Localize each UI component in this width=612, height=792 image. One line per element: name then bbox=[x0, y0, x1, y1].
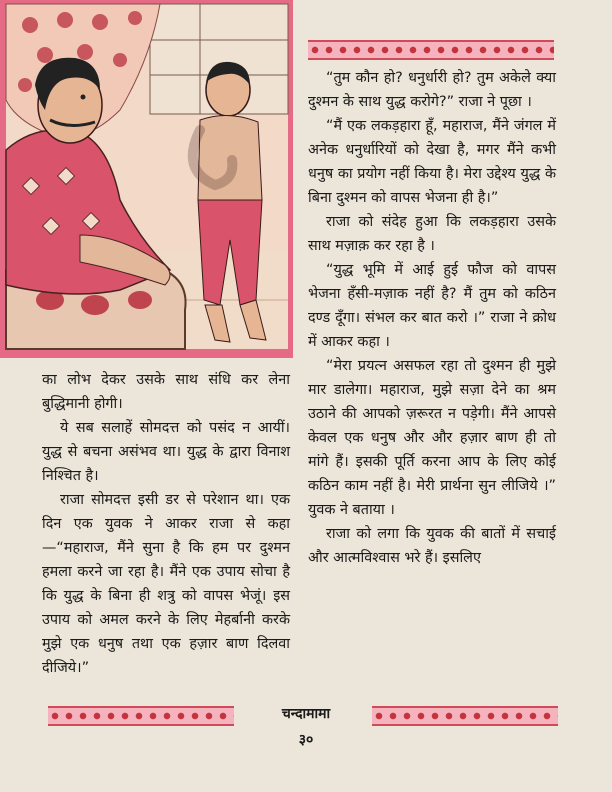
paragraph: “तुम कौन हो? धनुर्धारी हो? तुम अकेले क्या दुश्मन के साथ युद्ध करोगे?” राजा ने पूछा । bbox=[308, 70, 556, 110]
story-illustration bbox=[0, 0, 293, 358]
paragraph: “युद्ध भूमि में आई हुई फौज को वापस भेजना हँसी-मज़ाक नहीं है? मैं तुम को कठिन दण्ड दूँगा। संभल कर बात करो ।” राजा ने क्रोध में आकर कहा । bbox=[308, 262, 556, 350]
paragraph: “मेरा प्रयत्न असफल रहा तो दुश्मन ही मुझे मार डालेगा। महाराज, मुझे सज़ा देने का श्रम उठाने की आपको ज़रूरत न पड़ेगी। मैंने आपसे केवल एक धनुष और और हज़ार बाण ही तो मांगे हैं। इसकी पूर्ति करना आप के लिए कोई कठिन काम नहीं है। मेरी प्रार्थना सुन लीजिये ।” युवक ने बताया । bbox=[308, 358, 556, 518]
left-text-column bbox=[42, 368, 290, 680]
paragraph: राजा को लगा कि युवक की बातों में सचाई और आत्मविश्वास भरे हैं। इसलिए bbox=[308, 526, 556, 566]
paragraph: ये सब सलाहें सोमदत्त को पसंद न आयीं। युद्ध से बचना असंभव था। युद्ध के द्वारा विनाश निश्चित है। bbox=[42, 420, 290, 484]
right-text-column bbox=[308, 66, 556, 570]
decorative-border-bottom-left bbox=[48, 706, 234, 726]
king-and-woodcutter-illustration-icon bbox=[0, 0, 293, 358]
decorative-border-top bbox=[308, 40, 554, 60]
page-number: ३० bbox=[298, 732, 314, 748]
paragraph: का लोभ देकर उसके साथ संधि कर लेना बुद्धिमानी होगी। bbox=[42, 372, 290, 412]
decorative-border-bottom-right bbox=[372, 706, 558, 726]
paragraph: राजा सोमदत्त इसी डर से परेशान था। एक दिन एक युवक ने आकर राजा से कहा—“महाराज, मैंने सुना है कि हम पर दुश्मन हमला करने जा रहा है। मैंने एक उपाय सोचा है कि युद्ध के बिना ही शत्रु को वापस भेजूं। इस उपाय को अमल करने के लिए मेहर्बानी करके मुझे एक धनुष तथा एक हज़ार बाण दिलवा दीजिये।” bbox=[42, 492, 290, 676]
paragraph: राजा को संदेह हुआ कि लकड़हारा उसके साथ मज़ाक़ कर रहा है । bbox=[308, 214, 556, 254]
magazine-title: चन्दामामा bbox=[281, 706, 331, 722]
paragraph: “मैं एक लकड़हारा हूँ, महाराज, मैंने जंगल में अनेक धनुर्धारियों को देखा है, मगर मैंने कभी धनुष का प्रयोग नहीं किया है। मेरा उद्देश्य युद्ध के बिना दुश्मन को वापस भेजना ही है।” bbox=[308, 118, 556, 206]
